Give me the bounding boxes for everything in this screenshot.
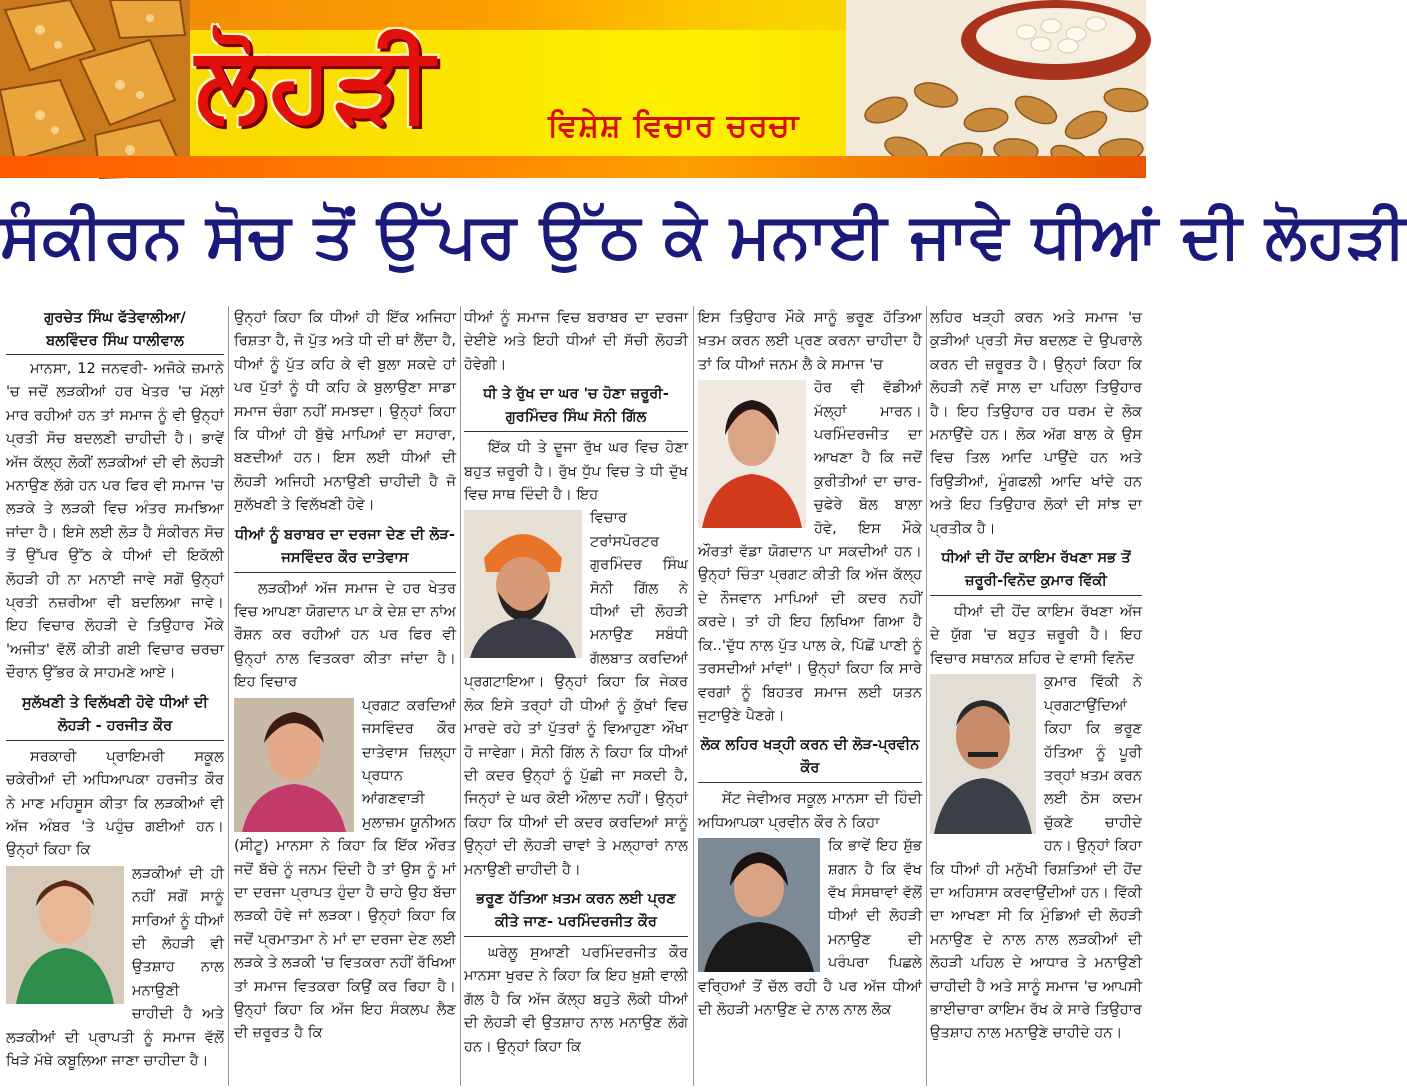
gachak-sweets-image xyxy=(0,0,190,178)
column-divider xyxy=(460,306,461,1086)
subheading-parveen-kaur: ਲੋਕ ਲਹਿਰ ਖੜ੍ਹੀ ਕਰਨ ਦੀ ਲੋੜ-ਪ੍ਰਵੀਨ ਕੌਰ xyxy=(698,733,922,783)
column-4 xyxy=(698,306,922,1086)
photo-harjit-kaur xyxy=(6,866,124,1004)
paragraph: ਲਹਿਰ ਖੜ੍ਹੀ ਕਰਨ ਅਤੇ ਸਮਾਜ 'ਚ ਕੁੜੀਆਂ ਪ੍ਰਤੀ ਸੋਚ ਬਦਲਣ ਦੇ ਉਪਰਾਲੇ ਕਰਨ ਦੀ ਜ਼ਰੂਰਤ ਹੈ। ਉਨ੍ਹਾਂ ਕਿਹਾ ਕਿ ਲੋਹੜੀ ਨਵੇਂ ਸਾਲ ਦਾ ਪਹਿਲਾ ਤਿਉਹਾਰ ਹੈ। ਇਹ ਤਿਉਹਾਰ ਹਰ ਧਰਮ ਦੇ ਲੋਕ ਮਨਾਉਂਦੇ ਹਨ। ਲੋਕ ਅੱਗ ਬਾਲ ਕੇ ਉਸ ਵਿਚ ਤਿਲ ਆਦਿ ਪਾਉਂਦੇ ਹਨ ਅਤੇ ਰਿਉੜੀਆਂ, ਮੂੰਗਫਲੀ ਆਦਿ ਖਾਂਦੇ ਹਨ ਅਤੇ ਇਹ ਤਿਉਹਾਰ ਲੋਕਾਂ ਦੀ ਸਾਂਝ ਦਾ ਪ੍ਰਤੀਕ ਹੈ। xyxy=(930,309,1142,537)
paragraph: ਧੀਆਂ ਦੀ ਹੋਂਦ ਕਾਇਮ ਰੱਖਣਾ ਅੱਜ ਦੇ ਯੁੱਗ 'ਚ ਬਹੁਤ ਜ਼ਰੂਰੀ ਹੈ। ਇਹ ਵਿਚਾਰ ਸਥਾਨਕ ਸ਼ਹਿਰ ਦੇ ਵਾਸੀ ਵਿਨੋਦ xyxy=(930,603,1142,667)
paragraph: ਘਰੇਲੂ ਸੁਆਣੀ ਪਰਮਿੰਦਰਜੀਤ ਕੌਰ ਮਾਨਸਾ ਖੁਰਦ ਨੇ ਕਿਹਾ ਕਿ ਇਹ ਖ਼ੁਸ਼ੀ ਵਾਲੀ ਗੱਲ ਹੈ ਕਿ ਅੱਜ ਕੱਲ੍ਹ ਬਹੁਤੇ ਲੋਕੀ ਧੀਆਂ ਦੀ ਲੋਹੜੀ ਵੀ ਉਤਸ਼ਾਹ ਨਾਲ ਮਨਾਉਣ ਲੱਗੇ ਹਨ। ਉਨ੍ਹਾਂ ਕਿਹਾ ਕਿ xyxy=(464,943,688,1055)
photo-gurminder-singh xyxy=(464,510,582,658)
column-divider xyxy=(228,306,229,1086)
paragraph: ਕੁਮਾਰ ਵਿੱਕੀ ਨੇ ਪ੍ਰਗਟਾਉਂਦਿਆਂ ਕਿਹਾ ਕਿ ਭਰੂਣ ਹੱਤਿਆ ਨੂੰ ਪੂਰੀ ਤਰ੍ਹਾਂ ਖ਼ਤਮ ਕਰਨ ਲਈ ਠੋਸ ਕਦਮ ਚੁੱਕਣੇ ਚਾਹੀਦੇ ਹਨ। ਉਨ੍ਹਾਂ ਕਿਹਾ ਕਿ ਧੀਆਂ ਹੀ ਮਨੁੱਖੀ ਰਿਸ਼ਤਿਆਂ ਦੀ ਹੋਂਦ ਦਾ ਅਹਿਸਾਸ ਕਰਵਾਉਂਦੀਆਂ ਹਨ। ਵਿੱਕੀ ਦਾ ਆਖਣਾ ਸੀ ਕਿ ਮੁੰਡਿਆਂ ਦੀ ਲੋਹੜੀ ਮਨਾਉਣ ਦੇ ਨਾਲ ਨਾਲ ਲੜਕੀਆਂ ਦੀ ਲੋਹੜੀ ਪਹਿਲ ਦੇ ਆਧਾਰ ਤੇ ਮਨਾਉਣੀ ਚਾਹੀਦੀ ਹੈ ਅਤੇ ਸਾਨੂੰ ਸਮਾਜ 'ਚ ਆਪਸੀ ਭਾਈਚਾਰਾ ਕਾਇਮ ਰੱਖ ਕੇ ਸਾਰੇ ਤਿਉਹਾਰ ਉਤਸ਼ਾਹ ਨਾਲ ਮਨਾਉਣੇ ਚਾਹੀਦੇ ਹਨ। xyxy=(930,673,1142,1042)
photo-parminderjit-kaur xyxy=(698,380,806,528)
paragraph: ਲੜਕੀਆਂ ਦੀ ਹੀ ਨਹੀਂ ਸਗੋਂ ਸਾਨੂੰ ਸਾਰਿਆਂ ਨੂੰ ਧੀਆਂ ਦੀ ਲੋਹੜੀ ਵੀ ਉਤਸ਼ਾਹ ਨਾਲ ਮਨਾਉਣੀ ਚਾਹੀਦੀ ਹੈ ਅਤੇ ਲੜਕੀਆਂ ਦੀ ਪ੍ਰਾਪਤੀ ਨੂੰ ਸਮਾਜ ਵੱਲੋਂ ਖਿੜੇ ਮੱਥੇ ਕਬੂਲਿਆ ਜਾਣਾ ਚਾਹੀਦਾ ਹੈ। xyxy=(6,864,224,1069)
banner-title: ਲੋਹੜੀ xyxy=(196,22,436,144)
subheading-gurminder-singh: ਧੀ ਤੇ ਰੁੱਖ ਦਾ ਘਰ 'ਚ ਹੋਣਾ ਜ਼ਰੂਰੀ-ਗੁਰਮਿੰਦਰ ਸਿੰਘ ਸੋਨੀ ਗਿੱਲ xyxy=(464,382,688,432)
main-headline: ਸੰਕੀਰਨ ਸੋਚ ਤੋਂ ਉੱਪਰ ਉੱਠ ਕੇ ਮਨਾਈ ਜਾਵੇ ਧੀਆਂ ਦੀ ਲੋਹੜੀ xyxy=(0,199,1407,272)
photo-parveen-kaur xyxy=(698,838,820,972)
paragraph: ਉਨ੍ਹਾਂ ਕਿਹਾ ਕਿ ਧੀਆਂ ਹੀ ਇੱਕ ਅਜਿਹਾ ਰਿਸ਼ਤਾ ਹੈ, ਜੋ ਪੁੱਤ ਅਤੇ ਧੀ ਦੀ ਥਾਂ ਲੈਂਦਾ ਹੈ, ਧੀਆਂ ਨੂੰ ਪੁੱਤ ਕਹਿ ਕੇ ਵੀ ਬੁਲਾ ਸਕਦੇ ਹਾਂ ਪਰ ਪੁੱਤਾਂ ਨੂੰ ਧੀ ਕਹਿ ਕੇ ਬੁਲਾਉਣਾ ਸਾਡਾ ਸਮਾਜ ਚੰਗਾ ਨਹੀਂ ਸਮਝਦਾ। ਉਨ੍ਹਾਂ ਕਿਹਾ ਕਿ ਧੀਆਂ ਹੀ ਬੁੱਢੇ ਮਾਪਿਆਂ ਦਾ ਸਹਾਰਾ, ਬਣਦੀਆਂ ਹਨ। ਇਸ ਲਈ ਧੀਆਂ ਦੀ ਲੋਹੜੀ ਅਜਿਹੀ ਮਨਾਉਣੀ ਚਾਹੀਦੀ ਹੈ ਜੋ ਸੁਲੱਖਣੀ ਤੇ ਵਿਲੱਖਣੀ ਹੋਵੇ। xyxy=(234,309,456,514)
photo-jaswinder-kaur xyxy=(234,698,354,832)
paragraph: ਹੋਰ ਵੀ ਵੱਡੀਆਂ ਮੱਲ੍ਹਾਂ ਮਾਰਨ। ਪਰਮਿੰਦਰਜੀਤ ਦਾ ਆਖਣਾ ਹੈ ਕਿ ਜਦੋਂ ਕੁਰੀਤੀਆਂ ਦਾ ਚਾਰ-ਚੁਫੇਰੇ ਬੋਲ ਬਾਲਾ ਹੋਵੇ, ਇਸ ਮੌਕੇ ਔਰਤਾਂ ਵੱਡਾ ਯੋਗਦਾਨ ਪਾ ਸਕਦੀਆਂ ਹਨ। ਉਨ੍ਹਾਂ ਚਿੰਤਾ ਪ੍ਰਗਟ ਕੀਤੀ ਕਿ ਅੱਜ ਕੱਲ੍ਹ ਦੇ ਨੌਜਵਾਨ ਮਾਪਿਆਂ ਦੀ ਕਦਰ ਨਹੀਂ ਕਰਦੇ। ਤਾਂ ਹੀ ਇਹ ਲਿਖਿਆ ਗਿਆ ਹੈ ਕਿ..'ਦੁੱਧ ਨਾਲ ਪੁੱਤ ਪਾਲ ਕੇ, ਪਿੱਛੋਂ ਪਾਣੀ ਨੂੰ ਤਰਸਦੀਆਂ ਮਾਂਵਾਂ'। ਉਨ੍ਹਾਂ ਕਿਹਾ ਕਿ ਸਾਰੇ ਵਰਗਾਂ ਨੂੰ ਬਿਹਤਰ ਸਮਾਜ ਲਈ ਯਤਨ ਜੁਟਾਉਣੇ ਪੈਣਗੇ। xyxy=(698,379,922,724)
column-divider xyxy=(693,306,694,1086)
paragraph: ਪ੍ਰਗਟ ਕਰਦਿਆਂ ਜਸਵਿੰਦਰ ਕੌਰ ਦਾਤੇਵਾਸ ਜ਼ਿਲ੍ਹਾ ਪ੍ਰਧਾਨ ਆਂਗਣਵਾੜੀ ਮੁਲਾਜ਼ਮ ਯੂਨੀਅਨ (ਸੀਟੂ) ਮਾਨਸਾ ਨੇ ਕਿਹਾ ਕਿ ਇੱਕ ਔਰਤ ਜਦੋਂ ਬੱਚੇ ਨੂੰ ਜਨਮ ਦਿੰਦੀ ਹੈ ਤਾਂ ਉਸ ਨੂੰ ਮਾਂ ਦਾ ਦਰਜਾ ਪ੍ਰਾਪਤ ਹੁੰਦਾ ਹੈ ਚਾਹੇ ਉਹ ਬੱਚਾ ਲੜਕੀ ਹੋਵੇ ਜਾਂ ਲੜਕਾ। ਉਨ੍ਹਾਂ ਕਿਹਾ ਕਿ ਜਦੋਂ ਪ੍ਰਮਾਤਮਾ ਨੇ ਮਾਂ ਦਾ ਦਰਜਾ ਦੇਣ ਲਈ ਲੜਕੇ ਤੇ ਲੜਕੀ 'ਚ ਵਿਤਕਰਾ ਨਹੀਂ ਰੱਖਿਆ ਤਾਂ ਸਮਾਜ ਵਿਤਕਰਾ ਕਿਉਂ ਕਰ ਰਿਹਾ ਹੈ। ਉਨ੍ਹਾਂ ਕਿਹਾ ਕਿ ਅੱਜ ਇਹ ਸੰਕਲਪ ਲੈਣ ਦੀ ਜ਼ਰੂਰਤ ਹੈ ਕਿ xyxy=(234,696,456,1042)
byline-line-1: ਗੁਰਚੇਤ ਸਿੰਘ ਫੱਤੇਵਾਲੀਆ/ xyxy=(44,309,186,326)
column-divider xyxy=(926,306,927,1086)
paragraph: ਸਰਕਾਰੀ ਪ੍ਰਾਇਮਰੀ ਸਕੂਲ ਚਕੇਰੀਆਂ ਦੀ ਅਧਿਆਪਕਾ ਹਰਜੀਤ ਕੌਰ ਨੇ ਮਾਣ ਮਹਿਸੂਸ ਕੀਤਾ ਕਿ ਲੜਕੀਆਂ ਵੀ ਅੱਜ ਅੰਬਰ 'ਤੇ ਪਹੁੰਚ ਗਈਆਂ ਹਨ। ਉਨ੍ਹਾਂ ਕਿਹਾ ਕਿ xyxy=(6,747,224,859)
subheading-parminderjit-kaur: ਭਰੂਣ ਹੱਤਿਆ ਖ਼ਤਮ ਕਰਨ ਲਈ ਪ੍ਰਣ ਕੀਤੇ ਜਾਣ- ਪਰਮਿੰਦਰਜੀਤ ਕੌਰ xyxy=(464,887,688,937)
photo-vinod-kumar xyxy=(930,674,1036,834)
banner-subtitle: ਵਿਸ਼ੇਸ਼ ਵਿਚਾਰ ਚਰਚਾ xyxy=(548,108,800,144)
paragraph: ਲੜਕੀਆਂ ਅੱਜ ਸਮਾਜ ਦੇ ਹਰ ਖੇਤਰ ਵਿਚ ਆਪਣਾ ਯੋਗਦਾਨ ਪਾ ਕੇ ਦੇਸ਼ ਦਾ ਨਾਂਅ ਰੌਸ਼ਨ ਕਰ ਰਹੀਆਂ ਹਨ ਪਰ ਫਿਰ ਵੀ ਉਨ੍ਹਾਂ ਨਾਲ ਵਿਤਕਰਾ ਕੀਤਾ ਜਾਂਦਾ ਹੈ। ਇਹ ਵਿਚਾਰ xyxy=(234,579,456,691)
peanuts-bowl-image xyxy=(846,0,1146,178)
subheading-jaswinder-kaur: ਧੀਆਂ ਨੂੰ ਬਰਾਬਰ ਦਾ ਦਰਜਾ ਦੇਣ ਦੀ ਲੋੜ-ਜਸਵਿੰਦਰ ਕੌਰ ਦਾਤੇਵਾਸ xyxy=(234,523,456,573)
byline-line-2: ਬਲਵਿੰਦਰ ਸਿੰਘ ਧਾਲੀਵਾਲ xyxy=(6,329,224,355)
intro-paragraph: ਮਾਨਸਾ, 12 ਜਨਵਰੀ- ਅਜੋਕੇ ਜ਼ਮਾਨੇ 'ਚ ਜਦੋਂ ਲੜਕੀਆਂ ਹਰ ਖੇਤਰ 'ਚ ਮੱਲਾਂ ਮਾਰ ਰਹੀਆਂ ਹਨ ਤਾਂ ਸਮਾਜ ਨੂੰ ਵੀ ਉਨ੍ਹਾਂ ਪ੍ਰਤੀ ਸੋਚ ਬਦਲਣੀ ਚਾਹੀਦੀ ਹੈ। ਭਾਵੇਂ ਅੱਜ ਕੱਲ੍ਹ ਲੋਕੀਂ ਲੜਕੀਆਂ ਦੀ ਵੀ ਲੋਹੜੀ ਮਨਾਉਣ ਲੱਗੇ ਹਨ ਪਰ ਫਿਰ ਵੀ ਸਮਾਜ 'ਚ ਲੜਕੇ ਤੇ ਲੜਕੀ ਵਿਚ ਅੰਤਰ ਸਮਝਿਆ ਜਾਂਦਾ ਹੈ। ਇਸੇ ਲਈ ਲੋੜ ਹੈ ਸੰਕੀਰਨ ਸੋਚ ਤੋਂ ਉੱਪਰ ਉੱਠ ਕੇ ਧੀਆਂ ਦੀ ਇਕੱਲੀ ਲੋਹੜੀ ਹੀ ਨਾ ਮਨਾਈ ਜਾਵੇ ਸਗੋਂ ਉਨ੍ਹਾਂ ਪ੍ਰਤੀ ਨਜ਼ਰੀਆ ਵੀ ਬਦਲਿਆ ਜਾਵੇ। ਇਹ ਵਿਚਾਰ ਲੋਹੜੀ ਦੇ ਤਿਉਹਾਰ ਮੌਕੇ 'ਅਜੀਤ' ਵੱਲੋਂ ਕੀਤੀ ਗਈ ਵਿਚਾਰ ਚਰਚਾ ਦੌਰਾਨ ਉੱਭਰ ਕੇ ਸਾਹਮਣੇ ਆਏ। xyxy=(6,360,224,682)
column-1 xyxy=(6,306,224,1086)
banner-bottom-band xyxy=(0,156,1146,178)
paragraph: ਕਿ ਭਾਵੇਂ ਇਹ ਸ਼ੁੱਭ ਸ਼ਗਨ ਹੈ ਕਿ ਵੱਖ ਵੱਖ ਸੰਸਥਾਵਾਂ ਵੱਲੋਂ ਧੀਆਂ ਦੀ ਲੋਹੜੀ ਮਨਾਉਣ ਦੀ ਪਰੰਪਰਾ ਪਿਛਲੇ ਵਰ੍ਹਿਆਂ ਤੋਂ ਚੱਲ ਰਹੀ ਹੈ ਪਰ ਅੱਜ ਧੀਆਂ ਦੀ ਲੋਹੜੀ ਮਨਾਉਣ ਦੇ ਨਾਲ ਨਾਲ ਲੋਕ xyxy=(698,837,922,1018)
lohri-banner xyxy=(0,0,1146,178)
subheading-vinod-kumar: ਧੀਆਂ ਦੀ ਹੋਂਦ ਕਾਇਮ ਰੱਖਣਾ ਸਭ ਤੋਂ ਜ਼ਰੂਰੀ-ਵਿਨੋਦ ਕੁਮਾਰ ਵਿੱਕੀ xyxy=(930,546,1142,596)
paragraph: ਵਿਚਾਰ ਟਰਾਂਸਪੋਰਟਰ ਗੁਰਮਿੰਦਰ ਸਿੰਘ ਸੋਨੀ ਗਿੱਲ ਨੇ ਧੀਆਂ ਦੀ ਲੋਹੜੀ ਮਨਾਉਣ ਸਬੰਧੀ ਗੱਲਬਾਤ ਕਰਦਿਆਂ ਪ੍ਰਗਟਾਇਆ। ਉਨ੍ਹਾਂ ਕਿਹਾ ਕਿ ਜੇਕਰ ਲੋਕ ਇਸੇ ਤਰ੍ਹਾਂ ਹੀ ਧੀਆਂ ਨੂੰ ਕੁੱਖਾਂ ਵਿਚ ਮਾਰਦੇ ਰਹੇ ਤਾਂ ਪੁੱਤਰਾਂ ਨੂੰ ਵਿਆਹੁਣਾ ਔਖਾ ਹੋ ਜਾਵੇਗਾ। ਸੋਨੀ ਗਿੱਲ ਨੇ ਕਿਹਾ ਕਿ ਧੀਆਂ ਦੀ ਕਦਰ ਉਨ੍ਹਾਂ ਨੂੰ ਪੁੱਛੀ ਜਾ ਸਕਦੀ ਹੈ, ਜਿਨ੍ਹਾਂ ਦੇ ਘਰ ਕੋਈ ਔਲਾਦ ਨਹੀਂ। ਉਨ੍ਹਾਂ ਕਿਹਾ ਕਿ ਧੀਆਂ ਦੀ ਕਦਰ ਕਰਦਿਆਂ ਸਾਨੂੰ ਉਨ੍ਹਾਂ ਦੀ ਲੋਹੜੀ ਚਾਵਾਂ ਤੇ ਮਲ੍ਹਾਰਾਂ ਨਾਲ ਮਨਾਉਣੀ ਚਾਹੀਦੀ ਹੈ। xyxy=(464,509,688,878)
paragraph: ਇੱਕ ਧੀ ਤੇ ਦੂਜਾ ਰੁੱਖ ਘਰ ਵਿਚ ਹੋਣਾ ਬਹੁਤ ਜ਼ਰੂਰੀ ਹੈ। ਰੁੱਖ ਧੁੱਪ ਵਿਚ ਤੇ ਧੀ ਦੁੱਖ ਵਿਚ ਸਾਥ ਦਿੰਦੀ ਹੈ। ਇਹ xyxy=(464,439,688,504)
paragraph: ਸੇਂਟ ਜੇਵੀਅਰ ਸਕੂਲ ਮਾਨਸਾ ਦੀ ਹਿੰਦੀ ਅਧਿਆਪਕਾ ਪ੍ਰਵੀਨ ਕੌਰ ਨੇ ਕਿਹਾ xyxy=(698,790,922,831)
column-3 xyxy=(464,306,688,1086)
column-5 xyxy=(930,306,1142,1086)
subheading-harjit-kaur: ਸੁਲੱਖਣੀ ਤੇ ਵਿਲੱਖਣੀ ਹੋਵੇ ਧੀਆਂ ਦੀ ਲੋਹੜੀ - ਹਰਜੀਤ ਕੌਰ xyxy=(6,691,224,741)
paragraph: ਇਸ ਤਿਉਹਾਰ ਮੌਕੇ ਸਾਨੂੰ ਭਰੂਣ ਹੱਤਿਆ ਖ਼ਤਮ ਕਰਨ ਲਈ ਪ੍ਰਣ ਕਰਨਾ ਚਾਹੀਦਾ ਹੈ ਤਾਂ ਕਿ ਧੀਆਂ ਜਨਮ ਲੈ ਕੇ ਸਮਾਜ 'ਚ xyxy=(698,309,922,373)
column-2 xyxy=(234,306,456,1086)
paragraph: ਧੀਆਂ ਨੂੰ ਸਮਾਜ ਵਿਚ ਬਰਾਬਰ ਦਾ ਦਰਜਾ ਦੇਈਏ ਅਤੇ ਇਹੀ ਧੀਆਂ ਦੀ ਸੱਚੀ ਲੋਹੜੀ ਹੋਵੇਗੀ। xyxy=(464,309,688,373)
